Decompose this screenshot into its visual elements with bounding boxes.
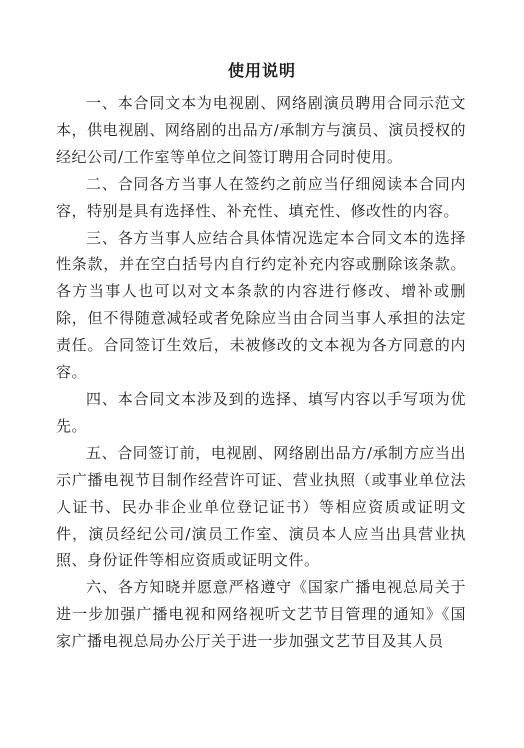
paragraph-4: 四、本合同文本涉及到的选择、填写内容以手写项为优先。 xyxy=(56,389,466,435)
paragraph-1: 一、本合同文本为电视剧、网络剧演员聘用合同示范文本，供电视剧、网络剧的出品方/承制方与演员、演员授权的经纪公司/工作室等单位之间签订聘用合同时使用。 xyxy=(56,94,466,166)
document-body xyxy=(56,90,466,655)
paragraph-5: 五、合同签订前，电视剧、网络剧出品方/承制方应当出示广播电视节目制作经营许可证、营业执照（或事业单位法人证书、民办非企业单位登记证书）等相应资质或证明文件，演员经纪公司/演员工作室、演员本人应当出具营业执照、身份证件等相应资质或证明文件。 xyxy=(56,443,466,570)
paragraph-3: 三、各方当事人应结合具体情况选定本合同文本的选择性条款，并在空白括号内自行约定补充内容或删除该条款。各方当事人也可以对文本条款的内容进行修改、增补或删除，但不得随意减轻或者免除应当由合同当事人承担的法定责任。合同签订生效后，未被修改的文本视为各方同意的内容。 xyxy=(56,228,466,382)
document-title: 使用说明 xyxy=(227,61,296,80)
paragraph-2: 二、合同各方当事人在签约之前应当仔细阅读本合同内容，特别是具有选择性、补充性、填充性、修改性的内容。 xyxy=(56,174,466,220)
paragraph-6: 六、各方知晓并愿意严格遵守《国家广播电视总局关于进一步加强广播电视和网络视听文艺节目管理的通知》《国家广播电视总局办公厅关于进一步加强文艺节目及其人员 xyxy=(56,578,466,651)
